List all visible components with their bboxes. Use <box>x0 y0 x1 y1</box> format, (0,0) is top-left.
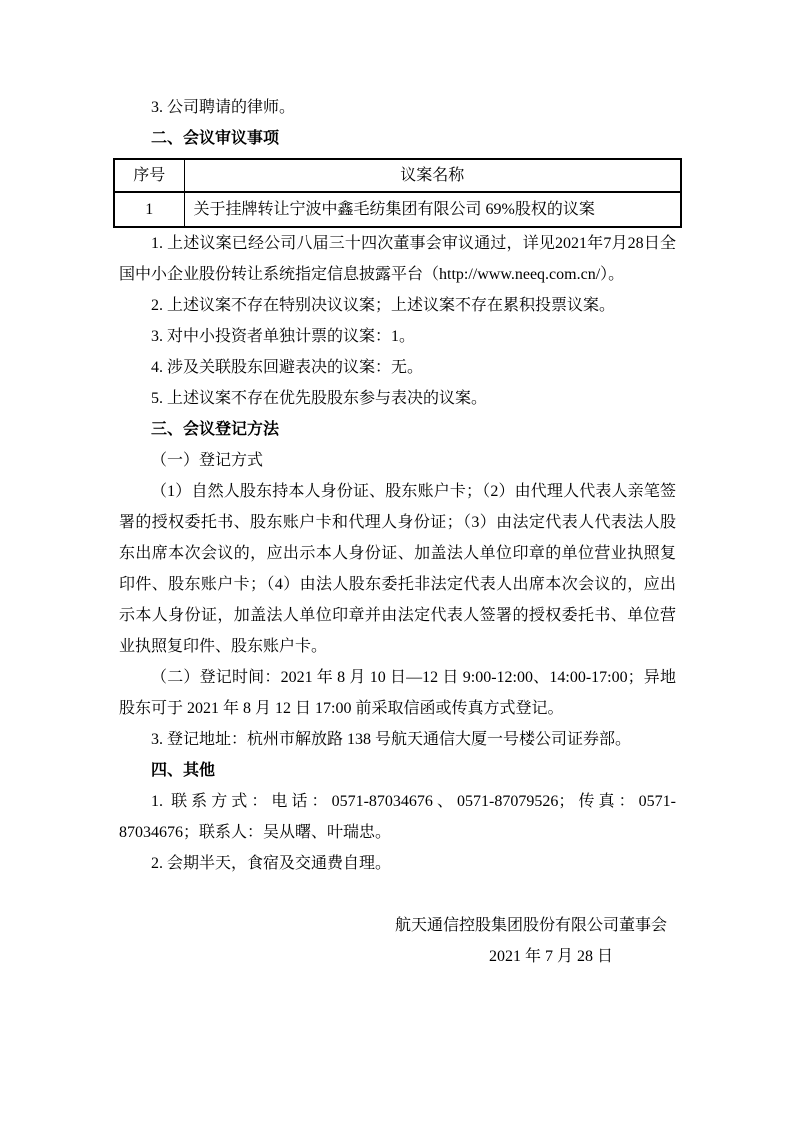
registration-method-title: （一）登记方式 <box>151 452 264 469</box>
signature-block <box>119 910 676 972</box>
registration-time: （二）登记时间：2021 年 8 月 10 日—12 日 9:00-12:00、14:00-17:00；异地股东可于 2021 年 8 月 12 日 17:00 前采取信函或传真方式登记。 <box>119 669 676 717</box>
review-note-2: 2. 上述议案不存在特别决议议案；上述议案不存在累积投票议案。 <box>151 297 616 314</box>
proposal-table <box>113 158 682 228</box>
section-heading-others: 四、其他 <box>151 762 216 779</box>
proposal-serial-no: 1 <box>114 192 184 227</box>
proposal-table-header-row <box>114 159 681 192</box>
contact-info: 1. 联系方式：电话：0571-87034676、0571-87079526；传真：0571-87034676；联系人：吴从曙、叶瑞忠。 <box>119 793 676 841</box>
signature-company: 航天通信控股集团股份有限公司董事会 <box>394 917 667 934</box>
review-note-1: 1. 上述议案已经公司八届三十四次董事会审议通过，详见2021年7月28日全国中小企业股份转让系统指定信息披露平台（http://www.neeq.com.cn/）。 <box>119 235 676 283</box>
column-header-proposal-name: 议案名称 <box>184 159 681 192</box>
registration-address: 3. 登记地址：杭州市解放路 138 号航天通信大厦一号楼公司证券部。 <box>151 731 632 748</box>
review-note-4: 4. 涉及关联股东回避表决的议案：无。 <box>151 359 424 376</box>
section-heading-review-items: 二、会议审议事项 <box>151 130 280 147</box>
column-header-serial-no: 序号 <box>114 159 184 192</box>
review-note-3: 3. 对中小投资者单独计票的议案：1。 <box>151 328 416 345</box>
document-content <box>119 92 676 972</box>
meeting-duration-note: 2. 会期半天，食宿及交通费自理。 <box>151 855 392 872</box>
registration-method-detail: （1）自然人股东持本人身份证、股东账户卡；（2）由代理人代表人亲笔签署的授权委托书、股东账户卡和代理人身份证；（3）由法定代表人代表法人股东出席本次会议的，应出示本人身份证、加盖法人单位印章的单位营业执照复印件、股东账户卡；（4）由法人股东委托非法定代表人出席本次会议的，应出示本人身份证，加盖法人单位印章并由法定代表人签署的授权委托书、单位营业执照复印件、股东账户卡。 <box>119 483 676 655</box>
paragraph-lawyer-note: 3. 公司聘请的律师。 <box>151 99 296 116</box>
review-note-5: 5. 上述议案不存在优先股股东参与表决的议案。 <box>151 390 488 407</box>
signature-date: 2021 年 7 月 28 日 <box>488 948 613 965</box>
proposal-name: 关于挂牌转让宁波中鑫毛纺集团有限公司 69%股权的议案 <box>184 192 681 227</box>
proposal-table-row <box>114 192 681 227</box>
section-heading-registration-method: 三、会议登记方法 <box>151 421 280 438</box>
